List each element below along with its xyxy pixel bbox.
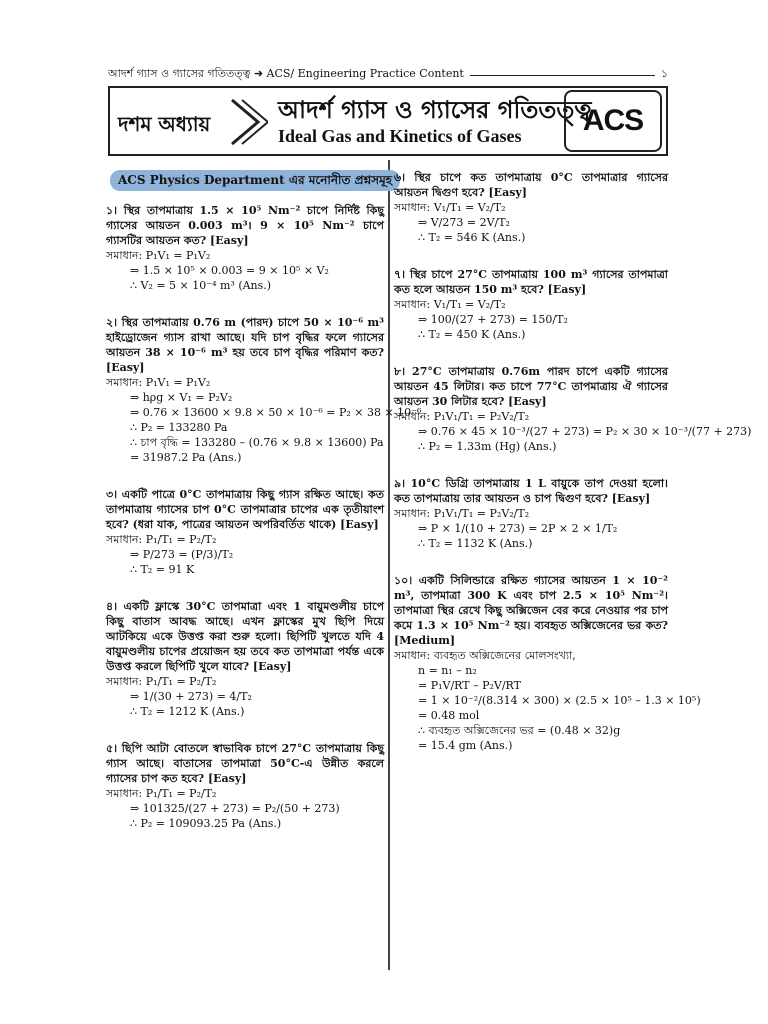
- chevron-right-icon: [228, 96, 268, 148]
- solution-line: ⇒ 0.76 × 13600 × 9.8 × 50 × 10⁻⁶ = P₂ × 38 × 10⁻⁶: [130, 406, 422, 419]
- solution-line: ⇒ hρg × V₁ = P₂V₂: [130, 391, 233, 404]
- question-block: [106, 487, 384, 577]
- solution-line: সমাধান: P₁V₁/T₁ = P₂V₂/T₂: [394, 507, 530, 520]
- logo-text: ACS: [582, 104, 644, 137]
- question-text: ৪। একটি ফ্লাস্কে 30°C তাপমাত্রা এবং 1 বায়ুমণ্ডলীয় চাপে কিছু বাতাস আবদ্ধ আছে। এখন ফ্লাস্কের মুখ ছিপি দিয়ে আটকিয়ে একে উত্তপ্ত করা শুরু হলো। ছিপিটি খুলতে যদি 4 বায়ুমণ্ডলীয় চাপের প্রয়োজন হয় তবে কত তাপমাত্রা পর্যন্ত একে উত্তপ্ত করলে ছিপিটি খুলে যাবে? [Easy]: [106, 600, 384, 673]
- solution-line: ∴ চাপ বৃদ্ধি = 133280 – (0.76 × 9.8 × 13600) Pa: [130, 436, 384, 449]
- solution-line: ∴ P₂ = 133280 Pa: [130, 421, 228, 434]
- running-header-text: আদর্শ গ্যাস ও গ্যাসের গতিতত্ত্ব ➜ ACS/ Engineering Practice Content: [108, 66, 464, 80]
- question-text: ৫। ছিপি আটা বোতলে স্বাভাবিক চাপে 27°C তাপমাত্রায় কিছু গ্যাস আছে। বাতাসের তাপমাত্রা 50°C-এ উন্নীত করলে গ্যাসের চাপ কত হবে? [Easy]: [106, 742, 384, 785]
- solution-line: সমাধান: P₁V₁/T₁ = P₂V₂/T₂: [394, 410, 530, 423]
- question-text: ৯। 10°C ডিগ্রি তাপমাত্রায় 1 L বায়ুকে তাপ দেওয়া হলো। কত তাপমাত্রায় তার আয়তন ও চাপ দ্বিগুণ হবে? [Easy]: [394, 477, 668, 505]
- solution-line: ∴ T₂ = 1132 K (Ans.): [418, 537, 533, 550]
- solution-line: ∴ T₂ = 450 K (Ans.): [418, 328, 526, 341]
- solution-line: সমাধান: ব্যবহৃত অক্সিজেনের মোলসংখ্যা,: [394, 649, 576, 662]
- solution-line: ⇒ P × 1/(10 + 273) = 2P × 2 × 1/T₂: [418, 522, 618, 535]
- solution-line: ∴ T₂ = 546 K (Ans.): [418, 231, 526, 244]
- solution-line: ∴ P₂ = 1.33m (Hg) (Ans.): [418, 440, 557, 453]
- solution-line: ⇒ 100/(27 + 273) = 150/T₂: [418, 313, 568, 326]
- solution-line: n = n₁ – n₂: [418, 664, 477, 677]
- chapter-title-bn: আদর্শ গ্যাস ও গ্যাসের গতিতত্ত্ব: [278, 95, 592, 124]
- right-column: [394, 164, 752, 769]
- solution-line: সমাধান: V₁/T₁ = V₂/T₂: [394, 298, 506, 311]
- chapter-title-en: Ideal Gas and Kinetics of Gases: [278, 126, 522, 146]
- question-block: [394, 267, 668, 342]
- chapter-label: দশম অধ্যায়: [118, 112, 211, 136]
- question-block: [106, 741, 384, 831]
- solution-line: ∴ V₂ = 5 × 10⁻⁴ m³ (Ans.): [130, 279, 272, 292]
- solution-line: ∴ P₂ = 109093.25 Pa (Ans.): [130, 817, 282, 830]
- question-text: ২। স্থির তাপমাত্রায় 0.76 m (পারদ) চাপে 50 × 10⁻⁶ m³ হাইড্রোজেন গ্যাস রাখা আছে। যদি চাপ বৃদ্ধির ফলে গ্যাসের আয়তন 38 × 10⁻⁶ m³ হয় তবে চাপ বৃদ্ধির পরিমাণ কত? [Easy]: [106, 316, 384, 374]
- question-text: ১। স্থির তাপমাত্রায় 1.5 × 10⁵ Nm⁻² চাপে নির্দিষ্ট কিছু গ্যাসের আয়তন 0.003 m³। 9 × 10⁵ Nm⁻² চাপে গ্যাসটির আয়তন কত? [Easy]: [106, 204, 384, 247]
- solution-line: সমাধান: P₁V₁ = P₁V₂: [106, 376, 211, 389]
- solution-line: ⇒ P/273 = (P/3)/T₂: [130, 548, 234, 561]
- department-badge: ACS Physics Department এর মনোনীত প্রশ্নসমূহ: [110, 170, 400, 191]
- column-divider: [388, 160, 390, 970]
- question-block: [394, 170, 668, 245]
- question-text: ৬। স্থির চাপে কত তাপমাত্রায় 0°C তাপমাত্রার গ্যাসের আয়তন দ্বিগুণ হবে? [Easy]: [394, 171, 668, 199]
- question-block: [106, 203, 384, 293]
- question-text: ৩। একটি পাত্রে 0°C তাপমাত্রায় কিছু গ্যাস রক্ষিত আছে। কত তাপমাত্রায় গ্যাসের চাপ 0°C তাপমাত্রার চাপের এক তৃতীয়াংশ হবে? (ধরা যাক, পাত্রের আয়তন অপরিবর্তিত থাকে) [Easy]: [106, 488, 384, 531]
- solution-line: = 0.48 mol: [418, 709, 480, 722]
- question-block: [394, 364, 752, 454]
- solution-line: = 1 × 10⁻²/(8.314 × 300) × (2.5 × 10⁵ – 1.3 × 10⁵): [418, 694, 701, 707]
- running-header: [108, 66, 668, 82]
- solution-line: = 15.4 gm (Ans.): [418, 739, 513, 752]
- left-column: [106, 164, 422, 847]
- question-block: [394, 476, 668, 551]
- solution-line: সমাধান: P₁/T₁ = P₂/T₂: [106, 787, 217, 800]
- question-block: [106, 599, 384, 719]
- solution-line: ∴ T₂ = 1212 K (Ans.): [130, 705, 245, 718]
- question-text: ৭। স্থির চাপে 27°C তাপমাত্রায় 100 m³ গ্যাসের তাপমাত্রা কত হলে আয়তন 150 m³ হবে? [Easy]: [394, 268, 668, 296]
- solution-line: ∴ T₂ = 91 K: [130, 563, 195, 576]
- solution-line: = 31987.2 Pa (Ans.): [130, 451, 242, 464]
- chapter-banner: [108, 86, 668, 156]
- solution-line: সমাধান: P₁/T₁ = P₂/T₂: [106, 675, 217, 688]
- solution-line: ∴ ব্যবহৃত অক্সিজেনের ভর = (0.48 × 32)g: [418, 724, 621, 737]
- question-text: ৮। 27°C তাপমাত্রায় 0.76m পারদ চাপে একটি গ্যাসের আয়তন 45 লিটার। কত চাপে 77°C তাপমাত্রায় ঐ গ্যাসের আয়তন 30 লিটার হবে? [Easy]: [394, 365, 668, 408]
- solution-line: ⇒ V/273 = 2V/T₂: [418, 216, 510, 229]
- solution-line: ⇒ 0.76 × 45 × 10⁻³/(27 + 273) = P₂ × 30 × 10⁻³/(77 + 273): [418, 425, 752, 438]
- solution-line: সমাধান: V₁/T₁ = V₂/T₂: [394, 201, 506, 214]
- question-text: ১০। একটি সিলিন্ডারে রক্ষিত গ্যাসের আয়তন 1 × 10⁻² m³, তাপমাত্রা 300 K এবং চাপ 2.5 × 10⁵ Nm⁻²। তাপমাত্রা স্থির রেখে কিছু অক্সিজেন বের করে নেওয়ার পর চাপ কমে 1.3 × 10⁵ Nm⁻² হয়। ব্যবহৃত অক্সিজেনের ভর কত? [Medium]: [394, 574, 668, 647]
- question-block: [106, 315, 422, 465]
- solution-line: ⇒ 101325/(27 + 273) = P₂/(50 + 273): [130, 802, 340, 815]
- question-block: [394, 573, 701, 753]
- solution-line: = P₁V/RT – P₂V/RT: [418, 679, 521, 692]
- page-number: ১: [660, 66, 668, 80]
- solution-line: সমাধান: P₁V₁ = P₁V₂: [106, 249, 211, 262]
- solution-line: ⇒ 1.5 × 10⁵ × 0.003 = 9 × 10⁵ × V₂: [130, 264, 329, 277]
- solution-line: সমাধান: P₁/T₁ = P₂/T₂: [106, 533, 217, 546]
- acs-logo: [564, 90, 662, 152]
- solution-line: ⇒ 1/(30 + 273) = 4/T₂: [130, 690, 252, 703]
- header-rule: [470, 75, 655, 76]
